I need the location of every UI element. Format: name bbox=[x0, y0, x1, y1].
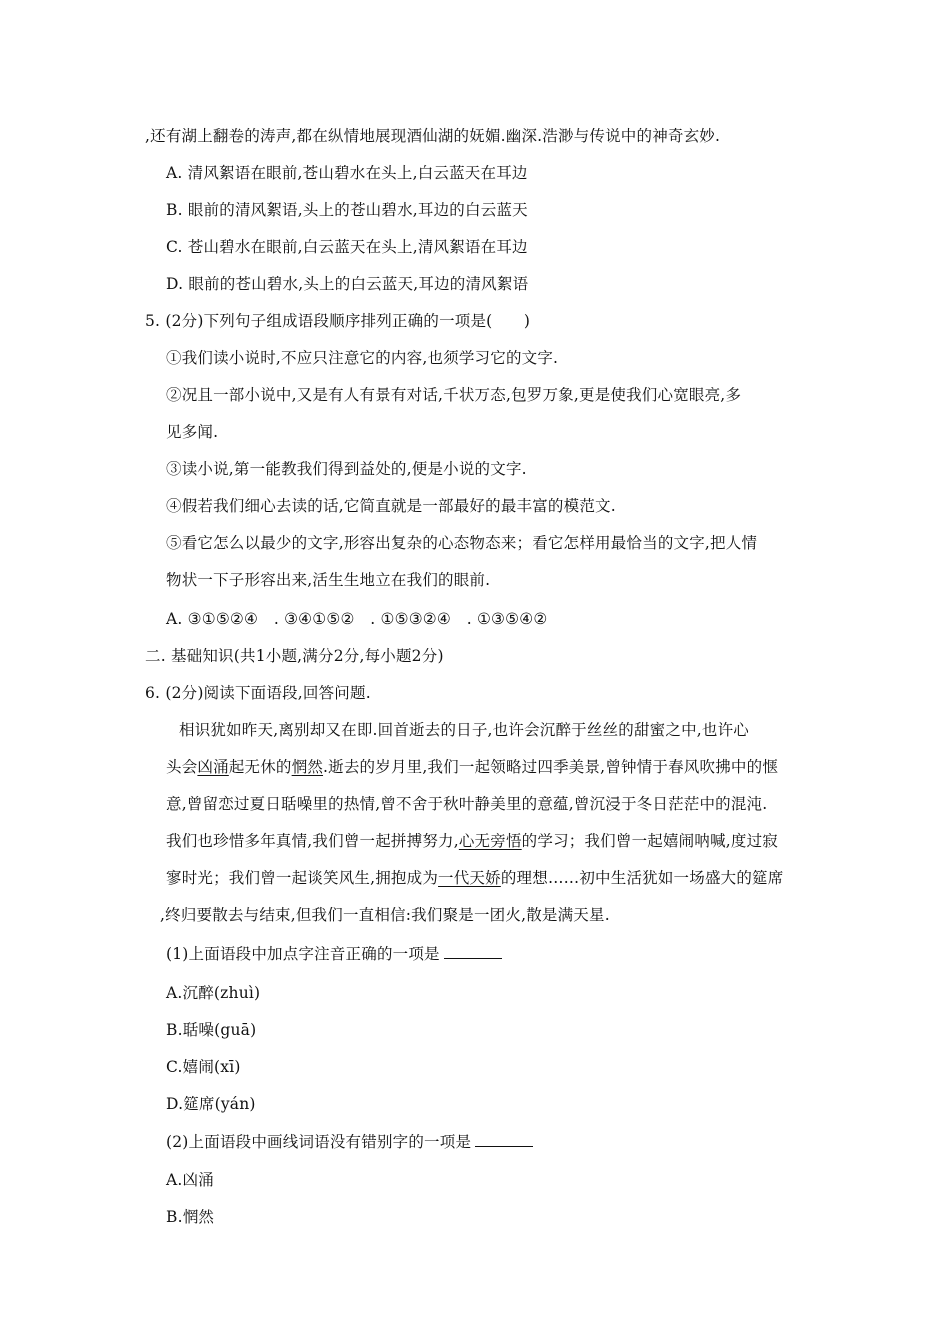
q5-sentence-2a: ②况且一部小说中,又是有人有景有对话,千状万态,包罗万象,更是使我们心宽眼亮,多 bbox=[166, 386, 742, 404]
q5-sentence-2b: 见多闻. bbox=[166, 423, 219, 441]
section-2-heading: 二. 基础知识(共1小题,满分2分,每小题2分) bbox=[145, 647, 444, 665]
passage-text: 头会 bbox=[166, 758, 198, 776]
q6-passage-line-2 bbox=[166, 756, 778, 778]
underlined-word-4: 一代天娇 bbox=[438, 869, 501, 887]
sub2-text: (2)上面语段中画线词语没有错别字的一项是 bbox=[166, 1133, 472, 1151]
underlined-word-1: 凶涌 bbox=[197, 758, 229, 776]
q5-options: A. ③①⑤②④ . ③④①⑤② . ①⑤③②④ . ①③⑤④② bbox=[166, 610, 548, 628]
q6-sub1-option-d: D.筵席(yán) bbox=[166, 1095, 256, 1113]
q6-sub1-option-a: A.沉醉(zhuì) bbox=[166, 984, 261, 1002]
passage-text: 我们也珍惜多年真情,我们曾一起拼搏努力, bbox=[166, 832, 459, 850]
q5-sentence-5a: ⑤看它怎么以最少的文字,形容出复杂的心态物态来；看它怎样用最恰当的文字,把人情 bbox=[166, 534, 758, 552]
q6-sub2-option-a: A.凶涌 bbox=[166, 1171, 214, 1189]
underlined-word-3: 心无旁悟 bbox=[458, 832, 522, 850]
passage-text: 起无休的 bbox=[228, 758, 292, 776]
q4-option-a: A. 清风絮语在眼前,苍山碧水在头上,白云蓝天在耳边 bbox=[166, 164, 528, 182]
q6-sub2-option-b: B.惘然 bbox=[166, 1208, 215, 1226]
answer-blank[interactable] bbox=[475, 1132, 533, 1147]
q5-sentence-4: ④假若我们细心去读的话,它简直就是一部最好的最丰富的模范文. bbox=[166, 497, 616, 515]
passage-text: 的学习；我们曾一起嬉闹呐喊,度过寂 bbox=[521, 832, 779, 850]
q4-option-c: C. 苍山碧水在眼前,白云蓝天在头上,清风絮语在耳边 bbox=[166, 238, 528, 256]
underlined-word-2: 惘然 bbox=[291, 758, 324, 776]
passage-text: 的理想……初中生活犹如一场盛大的筵席 bbox=[500, 869, 784, 887]
q6-passage-line-6: ,终归要散去与结束,但我们一直相信:我们聚是一团火,散是满天星. bbox=[160, 906, 610, 924]
answer-blank[interactable] bbox=[444, 944, 502, 959]
q4-option-d: D. 眼前的苍山碧水,头上的白云蓝天,耳边的清风絮语 bbox=[166, 275, 529, 293]
passage-continuation: ,还有湖上翻卷的涛声,都在纵情地展现酒仙湖的妩媚.幽深.浩渺与传说中的神奇玄妙. bbox=[145, 127, 721, 145]
q5-sentence-5b: 物状一下子形容出来,活生生地立在我们的眼前. bbox=[166, 571, 491, 589]
q6-passage-line-5 bbox=[166, 867, 783, 889]
sub1-text: (1)上面语段中加点字注音正确的一项是 bbox=[166, 945, 440, 963]
q5-sentence-3: ③读小说,第一能教我们得到益处的,便是小说的文字. bbox=[166, 460, 527, 478]
q6-sub1-option-b: B.聒噪(guā) bbox=[166, 1021, 257, 1039]
q6-passage-line-3: 意,曾留恋过夏日聒噪里的热情,曾不舍于秋叶静美里的意蕴,曾沉浸于冬日茫茫中的混沌. bbox=[166, 795, 768, 813]
q6-sub2-stem bbox=[166, 1131, 533, 1153]
passage-text: 寥时光；我们曾一起谈笑风生,拥抱成为 bbox=[166, 869, 439, 887]
q5-stem: 5. (2分)下列句子组成语段顺序排列正确的一项是( ) bbox=[145, 312, 531, 330]
q6-passage-line-1: 相识犹如昨天,离别却又在即.回首逝去的日子,也许会沉醉于丝丝的甜蜜之中,也许心 bbox=[179, 721, 750, 739]
q6-passage-line-4 bbox=[166, 830, 778, 852]
passage-text: .逝去的岁月里,我们一起领略过四季美景,曾钟情于春风吹拂中的惬 bbox=[323, 758, 779, 776]
q5-sentence-1: ①我们读小说时,不应只注意它的内容,也须学习它的文字. bbox=[166, 349, 559, 367]
q4-option-b: B. 眼前的清风絮语,头上的苍山碧水,耳边的白云蓝天 bbox=[166, 201, 528, 219]
q6-sub1-option-c: C.嬉闹(xī) bbox=[166, 1058, 241, 1076]
q6-sub1-stem bbox=[166, 943, 502, 965]
q6-stem: 6. (2分)阅读下面语段,回答问题. bbox=[145, 684, 371, 702]
